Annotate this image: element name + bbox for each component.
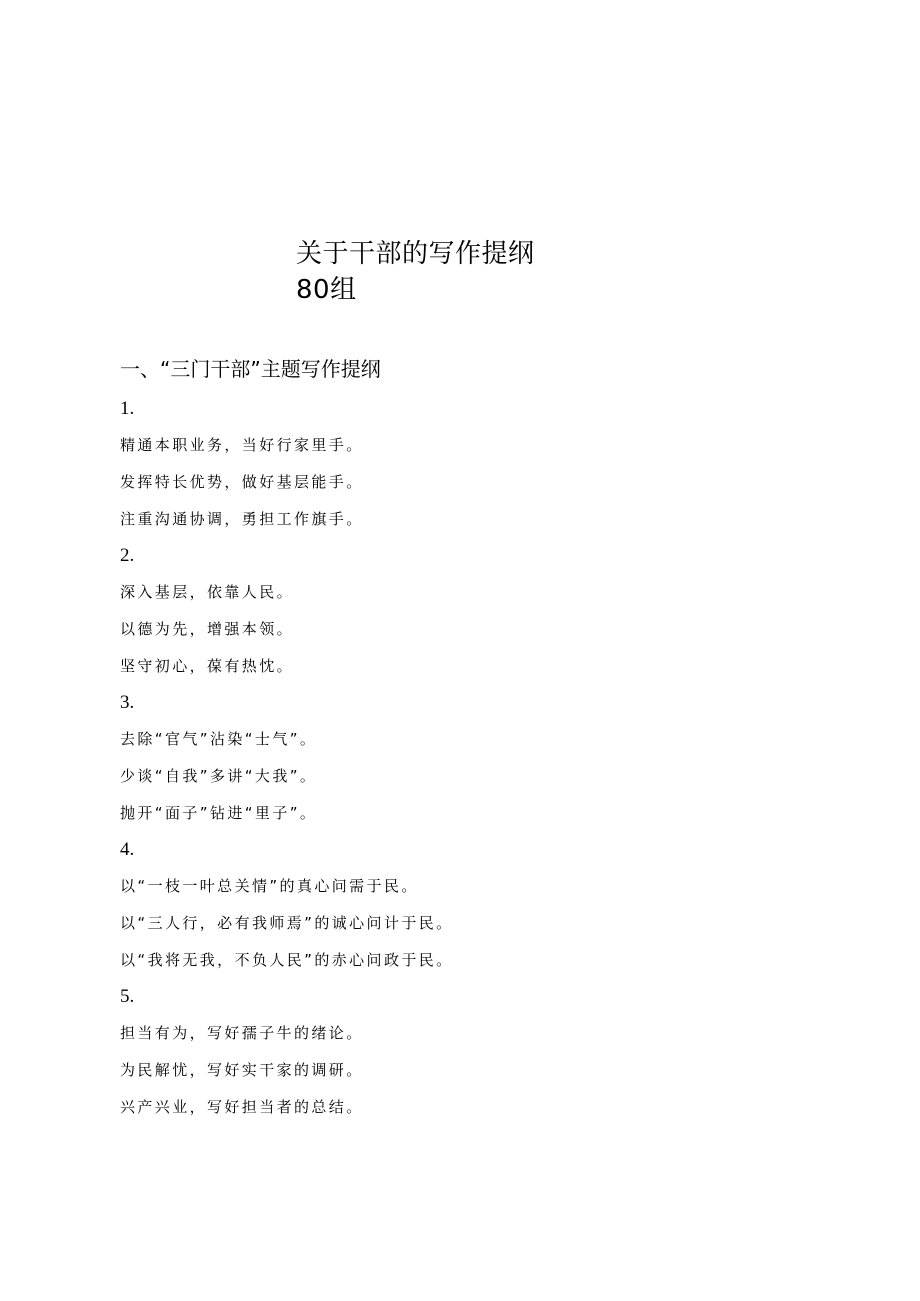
outline-line: 担当有为，写好孺子牛的绪论。 (120, 1024, 364, 1042)
group-number: 1. (120, 398, 135, 419)
outline-line: 兴产兴业，写好担当者的总结。 (120, 1098, 364, 1116)
outline-line: 精通本职业务，当好行家里手。 (120, 436, 364, 454)
outline-line: 发挥特长优势，做好基层能手。 (120, 473, 364, 491)
section-heading: 一、“三门干部”主题写作提纲 (120, 357, 381, 381)
outline-line: 以“我将无我，不负人民”的赤心问政于民。 (120, 951, 454, 969)
outline-group (120, 985, 820, 1132)
group-number: 5. (120, 986, 135, 1007)
outline-group (120, 691, 820, 838)
outline-line: 深入基层，依靠人民。 (120, 583, 295, 601)
outline-group (120, 397, 820, 544)
title-line-1: 关于干部的写作提纲 (296, 239, 535, 269)
document-title (296, 236, 535, 308)
outline-content (120, 397, 820, 1132)
outline-group (120, 838, 820, 985)
outline-line: 以德为先，增强本领。 (120, 620, 295, 638)
group-number: 3. (120, 692, 135, 713)
outline-line: 抛开“面子”钻进“里子”。 (120, 804, 318, 822)
outline-line: 为民解忧，写好实干家的调研。 (120, 1061, 364, 1079)
group-number: 2. (120, 545, 135, 566)
outline-line: 以“三人行，必有我师焉”的诚心问计于民。 (120, 914, 454, 932)
outline-line: 去除“官气”沾染“士气”。 (120, 730, 318, 748)
outline-line: 以“一枝一叶总关情”的真心问需于民。 (120, 877, 419, 895)
outline-line: 坚守初心，葆有热忱。 (120, 657, 295, 675)
outline-line: 注重沟通协调，勇担工作旗手。 (120, 510, 364, 528)
outline-group (120, 544, 820, 691)
outline-line: 少谈“自我”多讲“大我”。 (120, 767, 318, 785)
title-line-2: 80组 (296, 275, 357, 305)
group-number: 4. (120, 839, 135, 860)
